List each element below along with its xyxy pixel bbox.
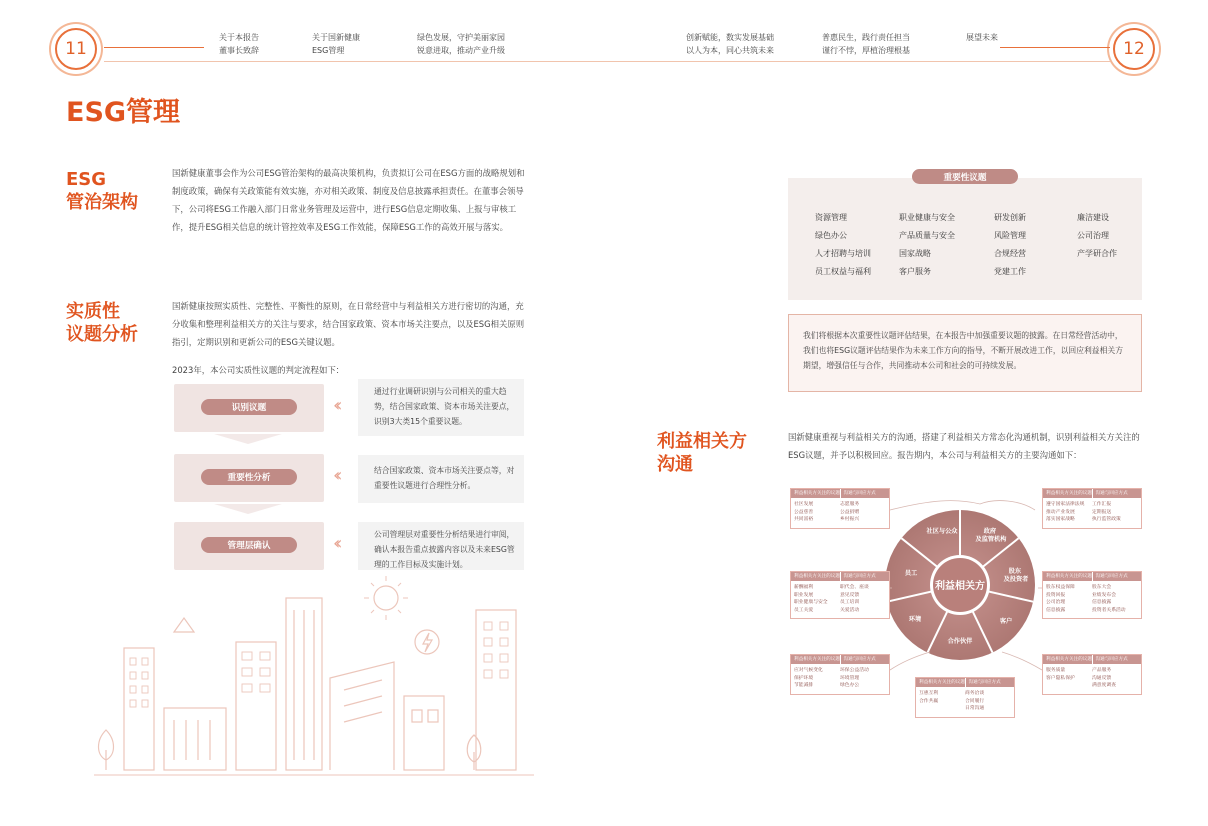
wheel-center-label: 利益相关方 (935, 581, 985, 592)
stakeholder-card-community (790, 488, 890, 529)
stakeholder-card-employee (790, 571, 890, 619)
stakeholder-title-line2: 沟通 (657, 454, 693, 475)
topic-item: 绿色办公 (815, 231, 847, 240)
card-head-ways: 沟通与回应方式 (840, 655, 890, 664)
wheel-label-line: 及投资者 (1003, 576, 1029, 583)
nav-line: 谨行不悖，厚植治理根基 (822, 46, 910, 55)
stakeholder-text: 国新健康重视与利益相关方的沟通，搭建了利益相关方常态化沟通机制，识别利益相关方关注的ESG议题，并予以积极回应。报告期内，本公司与利益相关方的主要沟通如下： (788, 432, 1140, 460)
topic-item: 风险管理 (994, 231, 1026, 240)
step-connector (214, 504, 282, 514)
card-head-ways: 沟通与回应方式 (1092, 489, 1142, 498)
governance-title-line1: ESG (66, 169, 107, 190)
card-ways: 产品服务 沟通反馈 满意度调查 (1092, 668, 1116, 688)
card-head-ways: 沟通与回应方式 (840, 572, 890, 581)
nav-line: 展望未来 (966, 33, 998, 42)
card-topics: 遵守国家法律法规 推动产业发展 落实国家战略 (1046, 502, 1085, 522)
page-number-left-text: 11 (65, 39, 87, 59)
page-number-right (1113, 28, 1155, 70)
page-number-left (55, 28, 97, 70)
stakeholder-card-partner (915, 677, 1015, 718)
nav-line: ESG管理 (312, 46, 345, 55)
card-topics: 互惠互利 合作共赢 (919, 691, 939, 704)
nav-item-livelihood[interactable] (822, 31, 910, 57)
stakeholder-title (657, 430, 747, 476)
stakeholder-card-shareholders (1042, 571, 1142, 619)
nav-line: 普惠民生，践行责任担当 (822, 33, 910, 42)
step-desc-identify: 通过行业调研识别与公司相关的重大趋势，结合国家政策、资本市场关注要点，识别3大类15个重要议题。 (358, 379, 524, 436)
materiality-title-line1: 实质性 (66, 301, 120, 322)
card-head-ways: 沟通与回应方式 (1092, 655, 1142, 664)
topic-item: 国家战略 (899, 249, 931, 258)
wheel-label-community: 社区与公众 (926, 528, 958, 535)
topic-item: 党建工作 (994, 267, 1026, 276)
nav-item-green[interactable] (417, 31, 505, 57)
wheel-label-line: 及监管机构 (975, 536, 1007, 543)
card-head-topics: 利益相关方关注的议题 (1046, 491, 1092, 496)
topic-item: 人才招聘与培训 (815, 249, 871, 258)
card-ways: 职代会、座谈 意见反馈 员工培训 关爱活动 (840, 585, 869, 613)
step-pill-analysis: 重要性分析 (201, 469, 297, 485)
step-connector (214, 434, 282, 444)
step-box-identify (174, 384, 324, 432)
topic-item: 资源管理 (815, 213, 847, 222)
nav-line: 绿色发展，守护美丽家园 (417, 33, 505, 42)
city-illustration (94, 570, 534, 780)
flow-intro: 2023年，本公司实质性议题的判定流程如下： (172, 365, 345, 375)
topics-note: 我们将根据本次重要性议题评估结果，在本报告中加强重要议题的披露。在日常经营活动中，我们也将ESG议题评估结果作为未来工作方向的指导，不断开展改进工作，以回应利益相关方期望，增强信任与合作，共同推动本公司和社会的可持续发展。 (788, 314, 1142, 392)
wheel-label-line: 政府 (983, 528, 997, 535)
card-topics: 社区发展 公益慈善 共同富裕 (794, 502, 814, 522)
topic-item: 公司治理 (1077, 231, 1109, 240)
double-chevron-icon: ‹‹ (333, 395, 338, 416)
card-head-ways: 沟通与回应方式 (965, 678, 1015, 687)
card-head-topics: 利益相关方关注的议题 (919, 680, 965, 685)
step-pill-identify: 识别议题 (201, 399, 297, 415)
card-head-ways: 沟通与回应方式 (840, 489, 890, 498)
wheel-label-line: 股东 (1008, 568, 1022, 575)
header-rule-left (104, 47, 204, 48)
header-rule-right (1000, 47, 1110, 48)
nav-line: 关于本报告 (219, 33, 259, 42)
step-box-confirm (174, 522, 324, 570)
nav-item-about-company[interactable] (312, 31, 360, 57)
card-topics: 股东权益保障 投资回报 公司治理 信息披露 (1046, 585, 1075, 613)
materiality-title (66, 300, 138, 346)
step-desc-confirm: 公司管理层对重要性分析结果进行审阅，确认本报告重点披露内容以及未来ESG管理的工作目标及实施计划。 (358, 522, 524, 570)
nav-line: 关于国新健康 (312, 33, 360, 42)
stakeholder-card-customer (1042, 654, 1142, 695)
nav-line: 锐意进取，推动产业升级 (417, 46, 505, 55)
page-number-right-text: 12 (1123, 39, 1145, 59)
card-ways: 志愿服务 公益捐赠 乡村振兴 (840, 502, 860, 522)
card-head-topics: 利益相关方关注的议题 (794, 491, 840, 496)
materiality-text: 国新健康按照实质性、完整性、平衡性的原则，在日常经营中与利益相关方进行密切的沟通，充分收集和整理利益相关方的关注与要求，结合国家政策、资本市场关注要点，以及ESG相关原则指引，定期识别和更新公司的ESG关键议题。 (172, 301, 525, 347)
topic-item: 员工权益与福利 (815, 267, 871, 276)
header-rule-bottom (104, 61, 1110, 62)
wheel-label-environment: 环境 (908, 616, 922, 623)
step-pill-confirm: 管理层确认 (201, 537, 297, 553)
stakeholder-card-government (1042, 488, 1142, 529)
governance-title-line2: 管治架构 (66, 192, 138, 213)
card-topics: 薪酬福利 职业发展 职业健康与安全 员工关爱 (794, 585, 828, 613)
step-box-analysis (174, 454, 324, 502)
card-head-topics: 利益相关方关注的议题 (794, 574, 840, 579)
topic-item: 合规经营 (994, 249, 1026, 258)
card-ways: 工作汇报 定期报送 执行监管政策 (1092, 502, 1121, 522)
nav-item-innovation[interactable] (686, 31, 774, 57)
card-head-topics: 利益相关方关注的议题 (1046, 657, 1092, 662)
stakeholder-card-environment (790, 654, 890, 695)
wheel-label-employee: 员工 (904, 570, 918, 577)
card-ways: 股东大会 业绩发布会 信息披露 投资者关系活动 (1092, 585, 1126, 613)
card-topics: 应对气候变化 保护环境 节能减排 (794, 668, 823, 688)
material-topics-heading: 重要性议题 (912, 169, 1018, 184)
stakeholder-title-line1: 利益相关方 (657, 431, 747, 452)
materiality-title-line2: 议题分析 (66, 324, 138, 345)
nav-line: 董事长致辞 (219, 46, 259, 55)
topic-item: 产品质量与安全 (899, 231, 955, 240)
step-desc-analysis: 结合国家政策、资本市场关注要点等，对重要性议题进行合理性分析。 (358, 455, 524, 503)
governance-text: 国新健康董事会作为公司ESG管治架构的最高决策机构，负责拟订公司在ESG方面的战略规划和制度政策，确保有关政策能有效实施，亦对相关政策、制度及信息披露承担责任。在董事会领导下，公司将ESG工作融入部门日常业务管理及运营中，进行ESG信息定期收集、上报与审核工作，提升ESG相关信息的统计管控效率及ESG工作效能，保障ESG工作的高效开展与落实。 (172, 168, 525, 232)
topic-item: 职业健康与安全 (899, 213, 955, 222)
nav-line: 创新赋能，数实发展基础 (686, 33, 774, 42)
nav-line: 以人为本，同心共筑未来 (686, 46, 774, 55)
page-title: ESG管理 (66, 97, 181, 128)
card-ways: 环保公益活动 环境管理 绿色办公 (840, 668, 869, 688)
card-ways: 商务洽谈 合同履行 日常沟通 (965, 691, 985, 711)
topic-item: 研发创新 (994, 213, 1026, 222)
wheel-label-customer: 客户 (999, 618, 1013, 625)
card-topics: 服务质量 客户隐私保护 (1046, 668, 1075, 681)
card-head-topics: 利益相关方关注的议题 (1046, 574, 1092, 579)
topic-item: 客户服务 (899, 267, 931, 276)
card-head-ways: 沟通与回应方式 (1092, 572, 1142, 581)
governance-title (66, 168, 138, 214)
nav-item-about-report[interactable] (219, 31, 259, 57)
topic-item: 廉洁建设 (1077, 213, 1109, 222)
nav-item-outlook[interactable] (966, 31, 998, 44)
wheel-label-partner: 合作伙伴 (947, 638, 973, 645)
double-chevron-icon: ‹‹ (333, 465, 338, 486)
topic-item: 产学研合作 (1077, 249, 1117, 258)
double-chevron-icon: ‹‹ (333, 533, 338, 554)
card-head-topics: 利益相关方关注的议题 (794, 657, 840, 662)
